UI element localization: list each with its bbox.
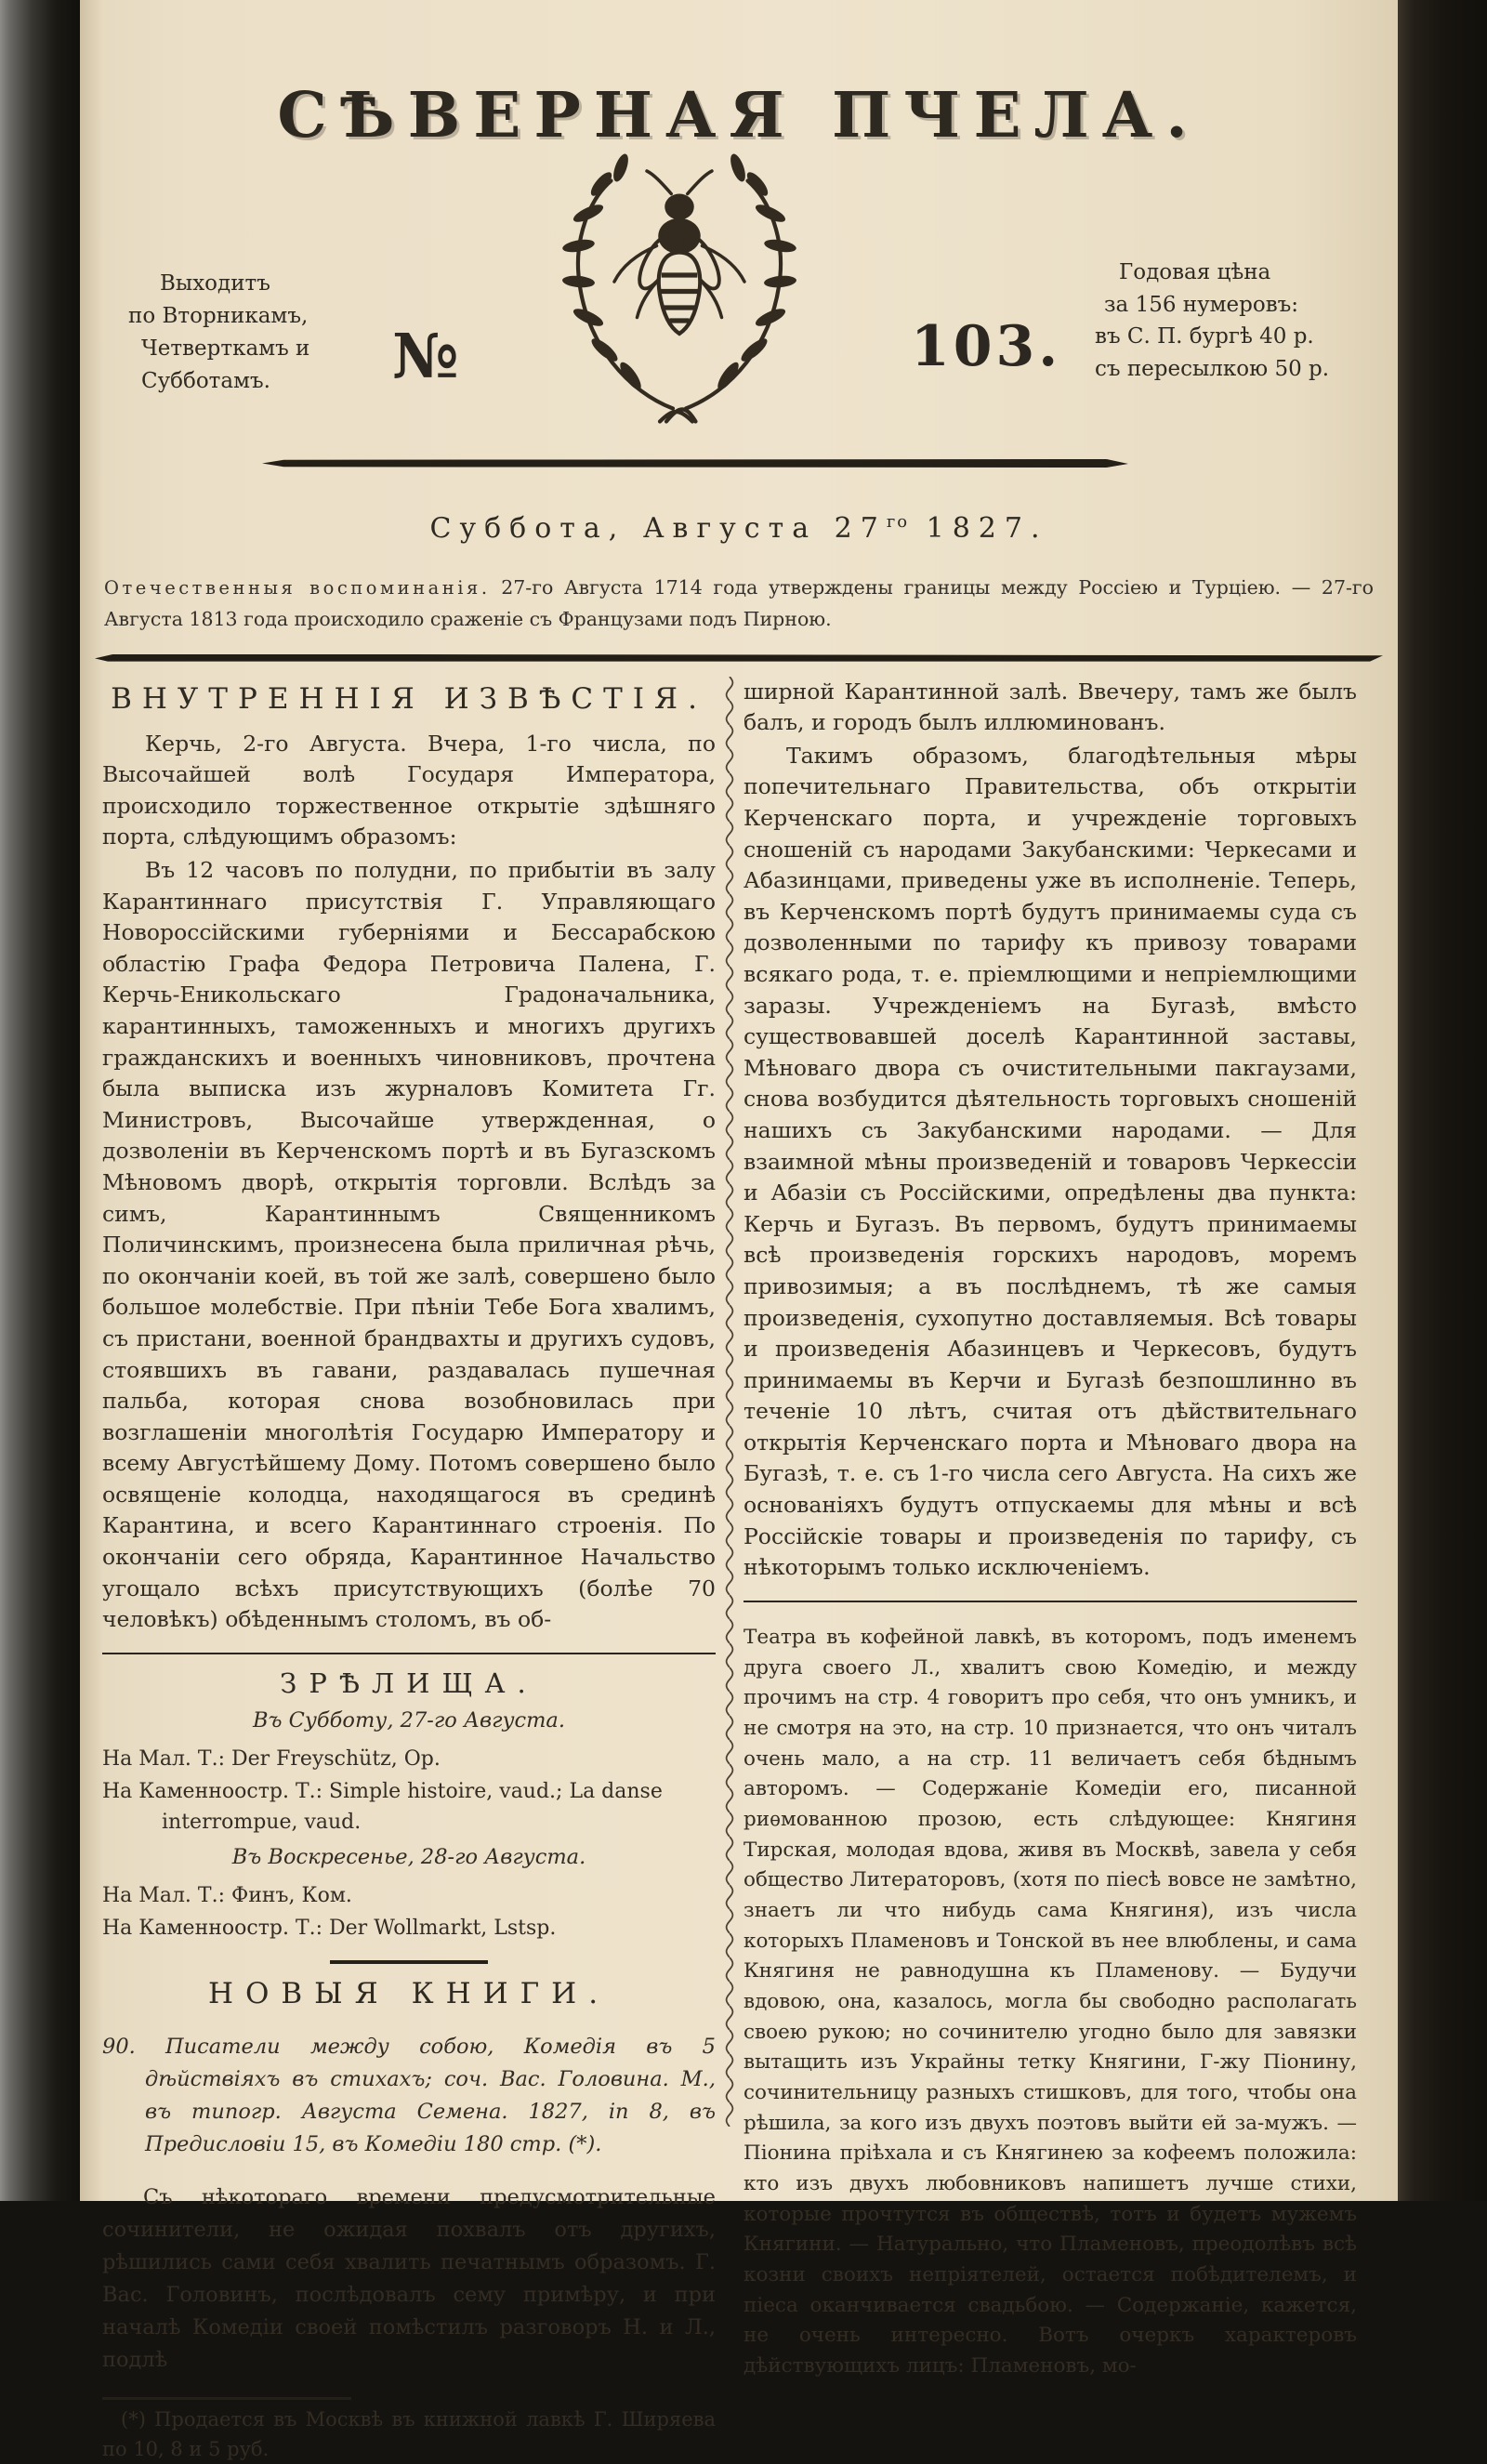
- two-column-body: [80, 662, 1398, 2464]
- article-paragraph: Такимъ образомъ, благодѣтельныя мѣры попечительнаго Правительства, объ открытіи Керченскаго порта, и учрежденіе торговыхъ сношеній съ народами Закубанскими: Черкесами и Абазинцами, приведены уже въ исполненіе. Теперь, въ Керченскомъ портѣ будутъ принимаемы суда съ дозволенными по тарифу къ привозу товарами всякаго рода, т. е. пріемлющими и непріемлющими заразы. Учрежденіемъ на Бугазѣ, вмѣсто существовавшей доселѣ Карантинной заставы, Мѣноваго двора съ очистительными пакгаузами, снова возбудится дѣятельность торговыхъ сношеній нашихъ съ Закубанскими народами. — Для взаимной мѣны произведеній и товаровъ Черкессіи и Абазіи съ Россійскими, опредѣлены два пункта: Керчь и Бугазъ. Въ первомъ, будутъ принимаемы всѣ произведенія горскихъ народовъ, моремъ привозимыя; а въ послѣднемъ, тѣ же самыя произведенія, сухопутно доставляемыя. Всѣ товары и произведенія Абазинцевъ и Черкесовъ, будутъ принимаемы въ Керчи и Бугазѣ безпошлинно въ теченіе 10 лѣтъ, считая отъ дѣйствительнаго открытія Керченскаго порта и Мѣноваго двора на Бугазѣ, т. е. съ 1-го числа сего Августа. На сихъ же основаніяхъ будутъ отпускаемы для мѣны и всѣ Россійскіе товары и произведенія по тарифу, съ нѣкоторымъ только исключеніемъ.: [744, 742, 1357, 1581]
- left-column: [102, 677, 716, 2464]
- bee-laurel-vignette-icon: [517, 119, 842, 444]
- newspaper-page: [80, 0, 1398, 2460]
- section-heading-new-books: НОВЫЯ КНИГИ.: [207, 1976, 611, 2010]
- schedule-line: по Вторникамъ,: [128, 303, 309, 328]
- numero-sign: №: [392, 320, 459, 392]
- heavy-rule: [95, 654, 1383, 662]
- date-year: 1827.: [909, 512, 1048, 545]
- dateline: [80, 512, 1398, 545]
- article-paragraph: Керчь, 2-го Августа. Вчера, 1-го числа, по Высочайшей волѣ Государя Императора, происходило торжественное открытіе здѣшняго порта, слѣдующимъ образомъ:: [102, 730, 716, 850]
- issue-number: 103.: [911, 314, 1062, 379]
- newspaper-title: СѢВЕРНАЯ ПЧЕЛА.: [277, 78, 1201, 152]
- theatre-listing: На Мал. Т.: Der Freyschütz, Op.: [102, 1747, 441, 1772]
- short-center-rule: [330, 1960, 488, 1964]
- right-column: [744, 677, 1357, 2464]
- column-divider: [716, 677, 744, 2464]
- footnote: (*) Продается въ Москвѣ въ книжной лавкѣ Г. Ширяева по 10, 8 и 5 руб.: [102, 2408, 716, 2460]
- price-line: за 156 нумеровъ:: [1104, 292, 1299, 317]
- column-rule: [102, 1653, 716, 1655]
- anniversary-notice: [104, 573, 1374, 636]
- schedule-line: Субботамъ.: [141, 368, 270, 393]
- section-heading-spectacles: ЗРѢЛИЩА.: [280, 1667, 538, 1700]
- publication-schedule: [128, 268, 309, 398]
- book-review-continuation: Театра въ кофейной лавкѣ, въ которомъ, подъ именемъ друга своего Л., хвалитъ свою Комедію, и между прочимъ на стр. 4 говоритъ про себя, что онъ умникъ, и не смотря на это, на стр. 10 признается, что онъ читалъ очень мало, а на стр. 11 величаетъ себя бѣднымъ авторомъ. — Содержаніе Комедіи его, писанной риѳмованною прозою, есть слѣдующее: Княгиня Тирская, молодая вдова, живя въ Москвѣ, завела у себя общество Литераторовъ, (хотя по піесѣ вовсе не замѣтно, знаетъ ли что нибудь сама Княгиня), изъ числа которыхъ Пламеновъ и Тонской въ нее влюблены, и сама Княгиня не равнодушна къ Пламенову. — Будучи вдовою, она, казалось, могла бы свободно располагать своею рукою; но сочинителю угодно было для завязки вытащить изъ Украйны тетку Княгини, Г-жу Піонину, сочинительницу разныхъ стишковъ, для того, чтобы она рѣшила, за кого изъ двухъ поэтовъ выйти ей за-мужъ. — Піонина пріѣхала и съ Княгинею за кофеемъ положила: кто изъ двухъ любовниковъ напишетъ лучше стихи, которые прочтутся въ обществѣ, тотъ и будетъ мужемъ Княгини. — Натурально, что Пламеновъ, преодолѣвъ всѣ козни своихъ непріятелей, остается побѣдителемъ, и піеса оканчивается свадьбою. — Содержаніе, кажется, не очень интересно. Вотъ очеркъ характеровъ дѣйствующихъ лицъ: Пламеновъ, мо-: [744, 1625, 1357, 2378]
- subscription-price: [1095, 257, 1329, 385]
- theatre-listing: На Мал. Т.: Финъ, Ком.: [102, 1884, 352, 1908]
- schedule-line: Четверткамъ и: [141, 336, 310, 361]
- article-paragraph: ширной Карантинной залѣ. Ввечеру, тамъ же былъ балъ, и городъ былъ иллюминованъ.: [744, 678, 1357, 736]
- section-heading-domestic-news: ВНУТРЕННІЯ ИЗВѢСТІЯ.: [111, 681, 707, 716]
- scan-left-edge: [0, 0, 80, 2201]
- column-rule: [744, 1601, 1357, 1603]
- footnote-rule: [102, 2397, 351, 2400]
- price-line: Годовая цѣна: [1119, 260, 1271, 284]
- theatre-listing: На Каменноостр. Т.: Simple histoire, vaud.; La danse interrompue, vaud.: [102, 1780, 663, 1835]
- notice-text: 27-го Августа 1714 года утверждены границы между Россіею и Турціею. — 27-го Августа 1813 года происходило сраженіе съ Французами подъ Пирною.: [104, 576, 1374, 630]
- spectacles-date: Въ Воскресенье, 28-го Августа.: [231, 1845, 586, 1870]
- scan-right-edge: [1398, 0, 1487, 2201]
- date-ordinal: го: [886, 512, 910, 532]
- date-text: Суббота, Августа 27: [429, 512, 887, 545]
- tapered-rule: [262, 459, 1128, 468]
- price-line: съ пересылкою 50 р.: [1095, 356, 1330, 381]
- notice-lead: Отечественныя воспоминанія.: [104, 577, 491, 599]
- schedule-line: Выходитъ: [160, 271, 270, 296]
- masthead-area: [80, 0, 1398, 507]
- theatre-listing: На Каменноостр. Т.: Der Wollmarkt, Lstsp.: [102, 1917, 557, 1941]
- price-line: въ С. П. бургѣ 40 р.: [1095, 324, 1314, 349]
- book-review-paragraph: Съ нѣкотораго времени предусмотрительные сочинители, не ожидая похвалъ отъ другихъ, рѣшились сами себя хвалить печатнымъ образомъ. Г. Вас. Головинъ, послѣдовалъ сему примѣру, и при началѣ Комедіи своей помѣстилъ разговоръ Н. и Л., подлѣ: [102, 2185, 716, 2372]
- wavy-divider-icon: [725, 677, 734, 2127]
- bee-icon: [614, 171, 744, 334]
- spectacles-date: Въ Субботу, 27-го Августа.: [252, 1708, 566, 1733]
- book-entry: 90. Писатели между собою, Комедія въ 5 дѣйствіяхъ въ стихахъ; соч. Вас. Головина. М., въ типогр. Августа Семена. 1827, in 8, въ Предисловіи 15, въ Комедіи 180 стр. (*).: [102, 2035, 716, 2156]
- article-paragraph: Въ 12 часовъ по полудни, по прибытіи въ залу Карантиннаго присутствія Г. Управляющаго Новороссійскими губерніями и Бессарабскою областію Графа Федора Петровича Палена, Г. Керчь-Еникольскаго Градоначальника, карантинныхъ, таможенныхъ и многихъ другихъ гражданскихъ и военныхъ чиновниковъ, прочтена была выписка изъ журналовъ Комитета Гг. Министровъ, Высочайше утвержденная, о дозволеніи въ Керченскомъ портѣ и въ Бугазскомъ Мѣновомъ дворѣ, открытія торговли. Вслѣдъ за симъ, Карантиннымъ Священникомъ Поличинскимъ, произнесена была приличная рѣчь, по окончаніи коей, въ той же залѣ, совершено было большое молебствіе. При пѣніи Тебе Бога хвалимъ, съ пристани, военной брандвахты и другихъ судовъ, стоявшихъ въ гавани, раздавалась пушечная пальба, которая снова возобновилась при возглашеніи многолѣтія Государю Императору и всему Августѣйшему Дому. Потомъ совершено было освященіе колодца, находящагося въ срединѣ Карантина, и всего Карантиннаго строенія. По окончаніи сего обряда, Карантинное Начальство угощало всѣхъ присутствующихъ (болѣе 70 человѣкъ) обѣденнымъ столомъ, въ об-: [102, 857, 716, 1633]
